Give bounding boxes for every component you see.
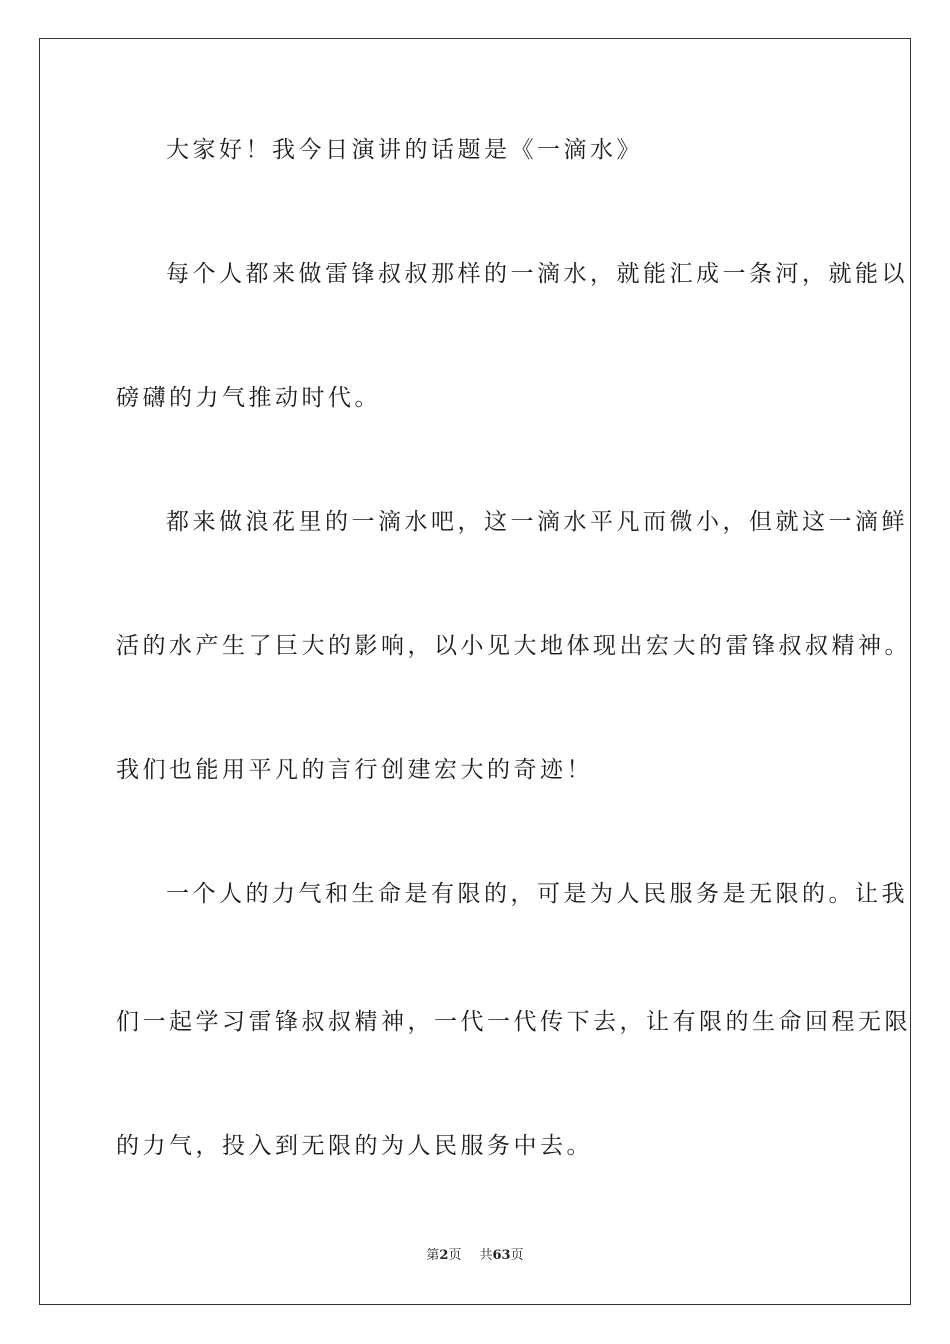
paragraph-4-line-3: 的力气，投入到无限的为人民服务中去。 bbox=[116, 1133, 593, 1159]
total-unit: 页 bbox=[510, 1248, 524, 1263]
paragraph-3-line-3: 我们也能用平凡的言行创建宏大的奇迹！ bbox=[116, 757, 593, 783]
page-unit: 页 bbox=[448, 1248, 462, 1263]
current-page-number: 2 bbox=[439, 1248, 449, 1263]
paragraph-4-line-2: 们一起学习雷锋叔叔精神，一代一代传下去，让有限的生命回程无限 bbox=[116, 1009, 911, 1035]
paragraph-4-line-1: 一个人的力气和生命是有限的，可是为人民服务是无限的。让我 bbox=[166, 881, 908, 907]
paragraph-2-line-2: 磅礴的力气推动时代。 bbox=[116, 385, 381, 411]
paragraph-2-line-1: 每个人都来做雷锋叔叔那样的一滴水，就能汇成一条河，就能以 bbox=[166, 261, 908, 287]
page-footer bbox=[0, 1247, 950, 1265]
total-prefix: 共 bbox=[479, 1248, 493, 1263]
page-border bbox=[39, 38, 911, 1305]
page-prefix: 第 bbox=[426, 1248, 440, 1263]
paragraph-3-line-1: 都来做浪花里的一滴水吧，这一滴水平凡而微小，但就这一滴鲜 bbox=[166, 509, 908, 535]
paragraph-3-line-2: 活的水产生了巨大的影响，以小见大地体现出宏大的雷锋叔叔精神。 bbox=[116, 633, 911, 659]
total-page-count: 63 bbox=[492, 1248, 511, 1263]
paragraph-1-line-1: 大家好！我今日演讲的话题是《一滴水》 bbox=[166, 137, 643, 163]
